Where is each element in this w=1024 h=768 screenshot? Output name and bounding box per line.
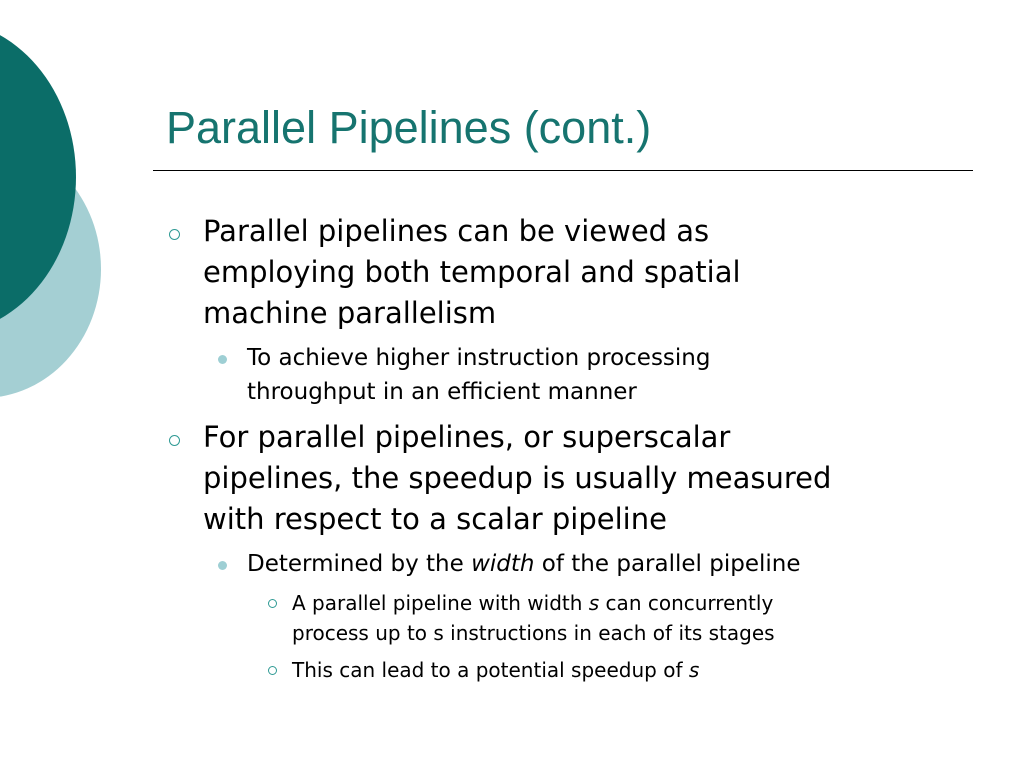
sub-bullet-1-1-line-1: To achieve higher instruction processing: [247, 345, 711, 371]
slide-title: Parallel Pipelines (cont.): [166, 102, 652, 153]
hollow-circle-bullet-icon: [268, 666, 277, 675]
sub-sub-bullet-2-1-2: [292, 655, 699, 685]
bullet-2-line-2: pipelines, the speedup is usually measured: [203, 461, 832, 495]
hollow-circle-bullet-icon: [268, 599, 277, 608]
bullet-1-line-1: Parallel pipelines can be viewed as: [203, 214, 710, 248]
sub-sub-bullet-2-1-2-emphasis: s: [688, 658, 700, 682]
filled-dot-bullet-icon: [218, 561, 227, 570]
sub-sub-bullet-2-1-1-prefix: A parallel pipeline with width: [292, 591, 589, 615]
sub-sub-bullet-2-1-1-line-1: [292, 588, 773, 618]
bullet-2-line-1: For parallel pipelines, or superscalar: [203, 420, 731, 454]
sub-sub-bullet-2-1-1-suffix: can concurrently: [599, 591, 774, 615]
sub-bullet-2-1: [247, 547, 800, 581]
bullet-1-line-3: machine parallelism: [203, 296, 497, 330]
sub-sub-bullet-2-1-1-line-2: process up to s instructions in each of its stages: [292, 621, 775, 645]
sub-sub-bullet-2-1-1-emphasis: s: [588, 591, 600, 615]
hollow-circle-bullet-icon: [169, 435, 180, 446]
bullet-1-line-2: employing both temporal and spatial: [203, 255, 741, 289]
sub-bullet-2-1-suffix: of the parallel pipeline: [534, 551, 801, 577]
bullet-2-line-3: with respect to a scalar pipeline: [203, 502, 667, 536]
sub-sub-bullet-2-1-2-prefix: This can lead to a potential speedup of: [292, 658, 689, 682]
sub-bullet-1-1-line-2: throughput in an efficient manner: [247, 379, 637, 405]
hollow-circle-bullet-icon: [169, 229, 180, 240]
sub-bullet-2-1-prefix: Determined by the: [247, 551, 472, 577]
filled-dot-bullet-icon: [218, 355, 227, 364]
title-underline: [153, 170, 973, 171]
sub-bullet-2-1-emphasis: width: [471, 551, 535, 577]
